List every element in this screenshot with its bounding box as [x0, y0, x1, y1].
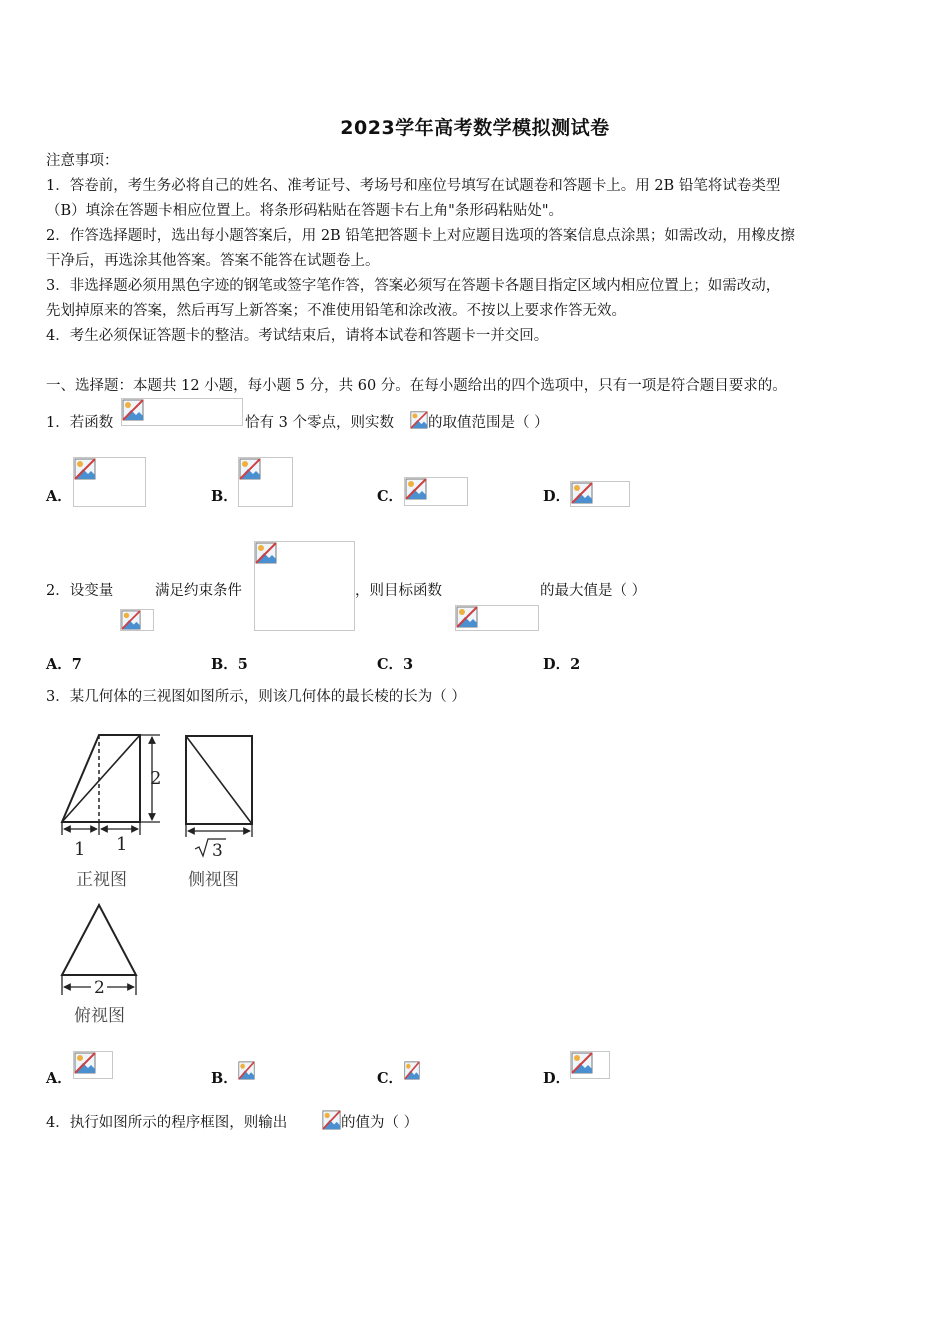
page-title: 2023学年高考数学模拟测试卷: [340, 117, 610, 139]
q2-option-b: B．5: [211, 656, 248, 673]
q2-objective-image: [455, 605, 539, 631]
q1-option-d: D．: [543, 488, 571, 505]
q2-option-c: C．3: [377, 656, 414, 673]
notice-line-1: 1．答卷前，考生务必将自己的姓名、准考证号、考场号和座位号填写在试题卷和答题卡上。用 2B 铅笔将试卷类型: [46, 178, 781, 194]
side-width-sqrt-label: [195, 839, 226, 861]
q2-text-1: 2．设变量: [46, 583, 114, 599]
front-bottom-dimension: [62, 822, 140, 835]
svg-text:3: 3: [212, 841, 223, 861]
top-width-label: 2: [94, 978, 105, 998]
broken-image-icon: [239, 458, 261, 480]
q2-text-3: ，则目标函数: [355, 583, 442, 599]
q1-text-1: 1．若函数: [46, 415, 114, 431]
q3-option-a: A．: [46, 1070, 72, 1087]
notice-line-4: 干净后，再选涂其他答案。答案不能答在试题卷上。: [46, 253, 380, 269]
side-view: [186, 736, 252, 824]
notice-line-5: 3．非选择题必须用黑色字迹的钢笔或签字笔作答，答案必须写在答题卡各题目指定区域内相应位置上；如需改动，: [46, 278, 781, 294]
q3-option-d-image: [570, 1051, 610, 1079]
q1-option-b-image: [238, 457, 293, 507]
q2-constraints-image: [254, 541, 355, 631]
q1-text-2: 恰有 3 个零点，则实数: [245, 415, 394, 431]
broken-image-icon: [122, 399, 144, 421]
broken-image-icon: [74, 1052, 96, 1074]
q4-var-image: [322, 1110, 341, 1130]
notice-line-7: 4．考生必须保证答题卡的整洁。考试结束后，请将本试卷和答题卡一并交回。: [46, 328, 549, 344]
q1-option-b: B．: [211, 488, 238, 505]
q1-option-c-image: [404, 477, 468, 506]
q4-text-2: 的值为（ ）: [341, 1115, 419, 1131]
q2-variables-image: [120, 609, 154, 631]
q1-function-image: [121, 398, 243, 426]
front-view-label: 正视图: [76, 870, 127, 890]
front-view: [62, 735, 140, 822]
notice-line-6: 先划掉原来的答案，然后再写上新答案；不准使用铅笔和涂改液。不按以上要求作答无效。: [46, 303, 626, 319]
q3-option-b: B．: [211, 1070, 238, 1087]
broken-image-icon: [456, 606, 478, 628]
broken-image-icon: [410, 411, 428, 429]
q3-option-b-image: [238, 1061, 255, 1080]
q1-var-image: [410, 411, 428, 429]
notice-line-2: （B）填涂在答题卡相应位置上。将条形码粘贴在答题卡右上角"条形码粘贴处"。: [46, 203, 563, 219]
section-heading: 一、选择题：本题共 12 小题，每小题 5 分，共 60 分。在每小题给出的四个选项中，只有一项是符合题目要求的。: [46, 378, 787, 394]
side-view-label: 侧视图: [188, 870, 239, 890]
q4-text-1: 4．执行如图所示的程序框图，则输出: [46, 1115, 288, 1131]
front-left-width-label: 1: [74, 839, 86, 860]
q2-option-d: D．2: [543, 656, 581, 673]
front-right-width-label: 1: [116, 834, 128, 855]
broken-image-icon: [405, 478, 427, 500]
broken-image-icon: [121, 610, 141, 630]
broken-image-icon: [255, 542, 277, 564]
top-view-label: 俯视图: [74, 1006, 125, 1026]
broken-image-icon: [322, 1110, 341, 1130]
q3-text: 3．某几何体的三视图如图所示，则该几何体的最长棱的长为（ ）: [46, 689, 466, 705]
broken-image-icon: [74, 458, 96, 480]
q1-text-3: 的取值范围是（ ）: [428, 415, 549, 431]
q2-text-2: 满足约束条件: [155, 583, 242, 599]
q3-option-c-image: [404, 1061, 420, 1080]
q1-option-a-image: [73, 457, 146, 507]
q1-option-d-image: [570, 481, 630, 507]
q2-option-a: A．7: [46, 656, 82, 673]
q1-option-c: C．: [377, 488, 404, 505]
three-view-diagram: [50, 725, 270, 1035]
notice-line-3: 2．作答选择题时，选出每小题答案后，用 2B 铅笔把答题卡上对应题目选项的答案信息点涂黑；如需改动，用橡皮擦: [46, 228, 795, 244]
q1-option-a: A．: [46, 488, 72, 505]
broken-image-icon: [571, 1052, 593, 1074]
broken-image-icon: [571, 482, 593, 504]
broken-image-icon: [404, 1061, 420, 1080]
side-width-dimension: [186, 824, 252, 837]
top-view: [62, 905, 136, 975]
q3-option-d: D．: [543, 1070, 571, 1087]
q3-option-c: C．: [377, 1070, 404, 1087]
broken-image-icon: [238, 1061, 255, 1080]
q2-text-4: 的最大值是（ ）: [540, 583, 647, 599]
notice-heading: 注意事项：: [46, 153, 119, 169]
q3-option-a-image: [73, 1051, 113, 1079]
front-height-label: 2: [150, 768, 162, 789]
